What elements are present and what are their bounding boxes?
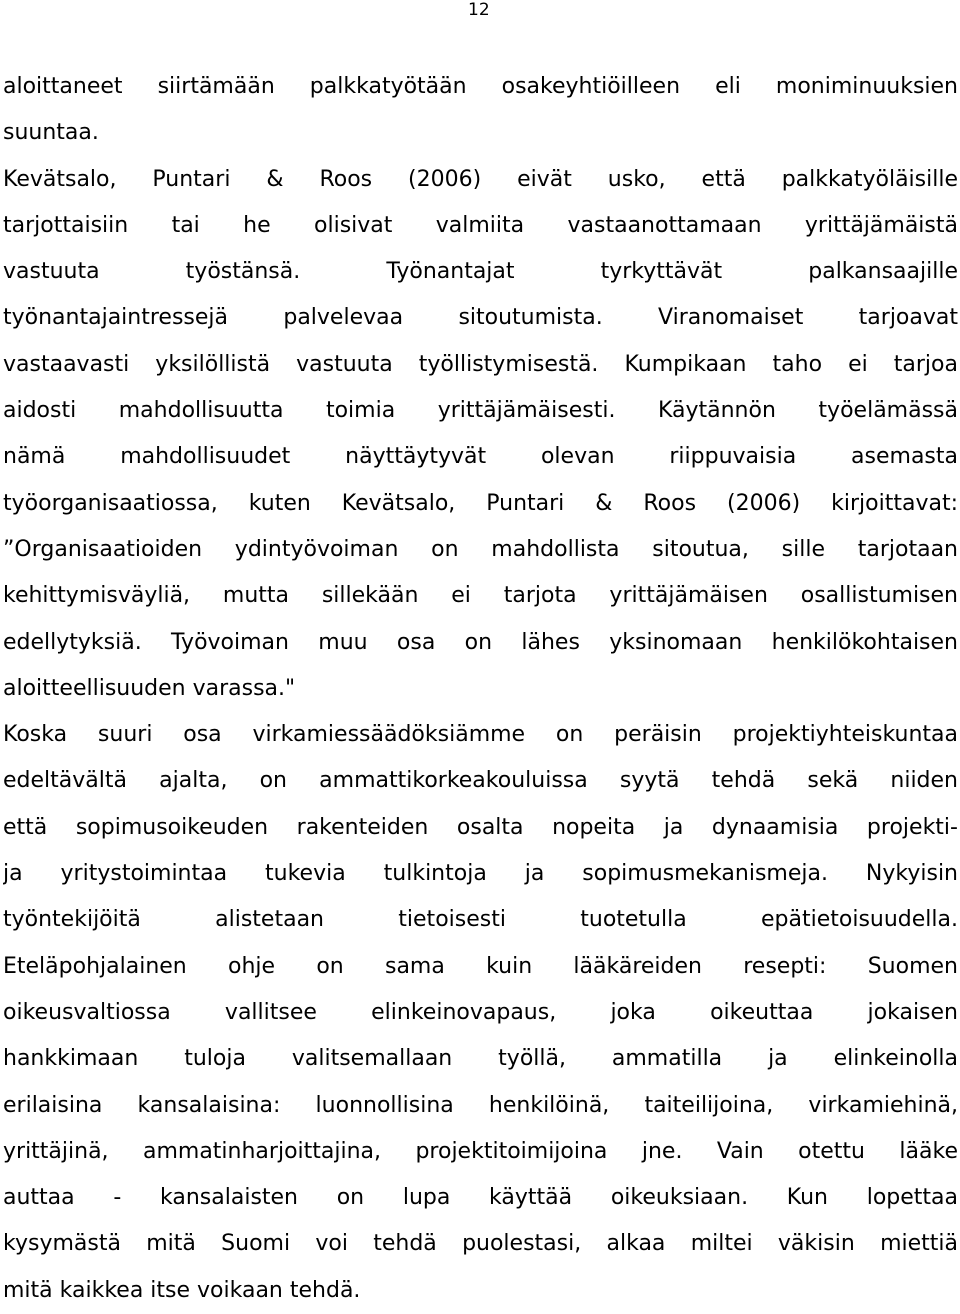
text-line: Eteläpohjalainen ohje on sama kuin lääkäreiden resepti: Suomen xyxy=(3,953,958,979)
text-line: mitä kaikkea itse voikaan tehdä. xyxy=(3,1277,361,1303)
text-line: suuntaa. xyxy=(3,120,99,146)
text-line: hankkimaan tuloja valitsemallaan työllä, ammatilla ja elinkeinolla xyxy=(3,1046,958,1072)
text-line: tarjottaisiin tai he olisivat valmiita vastaanottamaan yrittäjämäistä xyxy=(3,212,958,238)
text-line: aloitteellisuuden varassa." xyxy=(3,675,296,701)
text-line: auttaa - kansalaisten on lupa käyttää oikeuksiaan. Kun lopettaa xyxy=(3,1185,958,1211)
text-line: Kevätsalo, Puntari & Roos (2006) eivät usko, että palkkatyöläisille xyxy=(3,166,958,192)
body-text xyxy=(3,64,958,1314)
page-number: 12 xyxy=(468,0,490,20)
text-line: nämä mahdollisuudet näyttäytyvät olevan riippuvaisia asemasta xyxy=(3,444,958,470)
text-line: ”Organisaatioiden ydintyövoiman on mahdollista sitoutua, sille tarjotaan xyxy=(3,536,958,562)
text-line: erilaisina kansalaisina: luonnollisina henkilöinä, taiteilijoina, virkamiehinä, xyxy=(3,1092,958,1118)
text-line: kehittymisväyliä, mutta sillekään ei tarjota yrittäjämäisen osallistumisen xyxy=(3,583,958,609)
text-line: työnantajaintressejä palvelevaa sitoutumista. Viranomaiset tarjoavat xyxy=(3,305,958,331)
text-line: vastaavasti yksilöllistä vastuuta työllistymisestä. Kumpikaan taho ei tarjoa xyxy=(3,351,958,377)
text-line: aloittaneet siirtämään palkkatyötään osakeyhtiöilleen eli moniminuuksien xyxy=(3,74,958,99)
text-line: vastuuta työstänsä. Työnantajat tyrkyttävät palkansaajille xyxy=(3,259,958,285)
text-line: kysymästä mitä Suomi voi tehdä puolestasi, alkaa miltei väkisin miettiä xyxy=(3,1231,958,1257)
text-line: työntekijöitä alistetaan tietoisesti tuotetulla epätietoisuudella. xyxy=(3,907,958,933)
text-line: aidosti mahdollisuutta toimia yrittäjämäisesti. Käytännön työelämässä xyxy=(3,398,958,424)
text-line: että sopimusoikeuden rakenteiden osalta nopeita ja dynaamisia projekti- xyxy=(3,814,958,840)
text-line: edellytyksiä. Työvoiman muu osa on lähes yksinomaan henkilökohtaisen xyxy=(3,629,958,655)
text-line: edeltävältä ajalta, on ammattikorkeakouluissa syytä tehdä sekä niiden xyxy=(3,768,958,794)
text-line: työorganisaatiossa, kuten Kevätsalo, Puntari & Roos (2006) kirjoittavat: xyxy=(3,490,958,516)
text-line: yrittäjinä, ammatinharjoittajina, projektitoimijoina jne. Vain otettu lääke xyxy=(3,1138,958,1164)
text-line: ja yritystoimintaa tukevia tulkintoja ja sopimusmekanismeja. Nykyisin xyxy=(3,861,958,887)
text-line: Koska suuri osa virkamiessäädöksiämme on peräisin projektiyhteiskuntaa xyxy=(3,722,958,748)
text-line: oikeusvaltiossa vallitsee elinkeinovapaus, joka oikeuttaa jokaisen xyxy=(3,999,958,1025)
